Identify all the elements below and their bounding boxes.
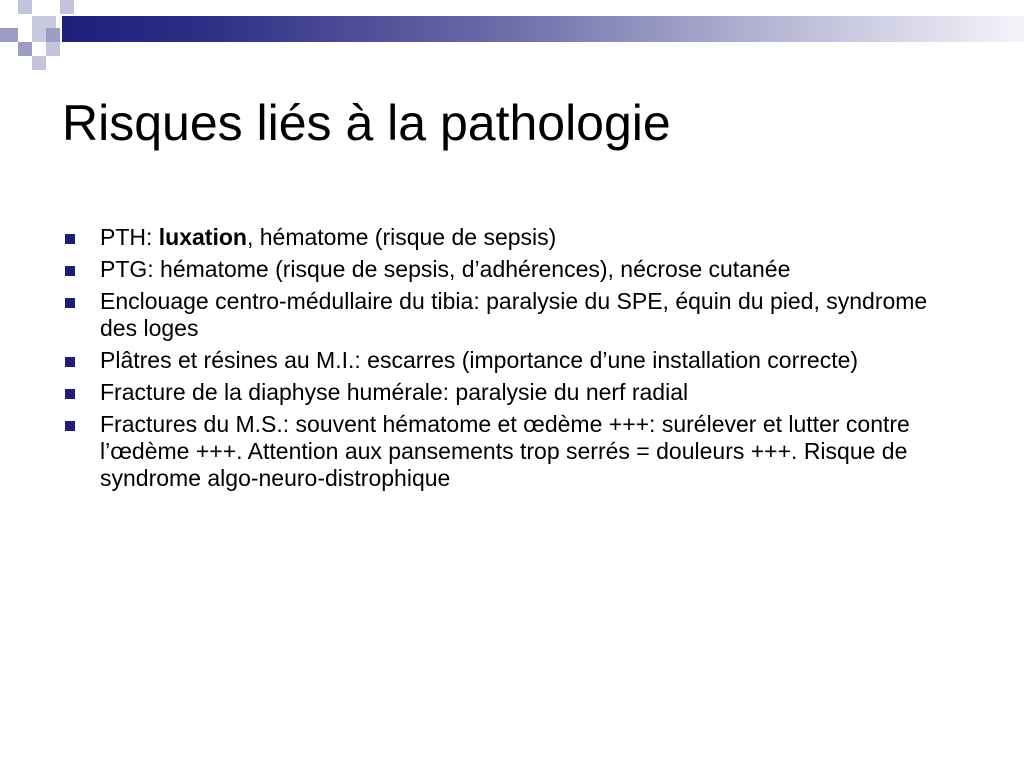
header-gradient-bar: [62, 16, 1024, 42]
decorative-square: [60, 0, 74, 14]
bullet-item: [62, 256, 962, 283]
bullet-text: PTG: hématome (risque de sepsis, d’adhérences), nécrose cutanée: [100, 256, 791, 282]
square-bullet-icon: [65, 266, 75, 276]
decorative-square: [46, 28, 60, 42]
square-bullet-icon: [65, 389, 75, 399]
bullet-list: [62, 224, 962, 497]
decorative-square: [46, 42, 60, 56]
bullet-item: [62, 379, 962, 406]
decorative-square: [0, 28, 18, 42]
square-bullet-icon: [65, 298, 75, 308]
bullet-text: Enclouage centro-médullaire du tibia: paralysie du SPE, équin du pied, syndrome des loges: [100, 288, 928, 341]
bullet-text: PTH:: [100, 224, 159, 250]
square-bullet-icon: [65, 357, 75, 367]
bullet-item: [62, 411, 962, 492]
bullet-item: [62, 288, 962, 342]
decorative-square: [18, 0, 32, 14]
decorative-square: [18, 42, 32, 56]
bullet-text: , hématome (risque de sepsis): [246, 224, 557, 250]
slide-title: Risques liés à la pathologie: [62, 95, 671, 151]
bullet-text: Fracture de la diaphyse humérale: paralysie du nerf radial: [100, 379, 689, 405]
bullet-text: Fractures du M.S.: souvent hématome et œdème +++: surélever et lutter contre l’œdème +++. Attention aux pansements trop serrés = douleurs +++. Risque de syndrome algo-neuro-distrophique: [100, 411, 910, 491]
bullet-item: [62, 347, 962, 374]
decorative-square: [32, 42, 46, 56]
bullet-item: [62, 224, 962, 251]
bullet-emphasis: luxation: [158, 224, 247, 250]
square-bullet-icon: [65, 421, 75, 431]
bullet-text: Plâtres et résines au M.I.: escarres (importance d’une installation correcte): [100, 347, 859, 373]
square-bullet-icon: [65, 234, 75, 244]
decorative-square: [32, 56, 46, 70]
